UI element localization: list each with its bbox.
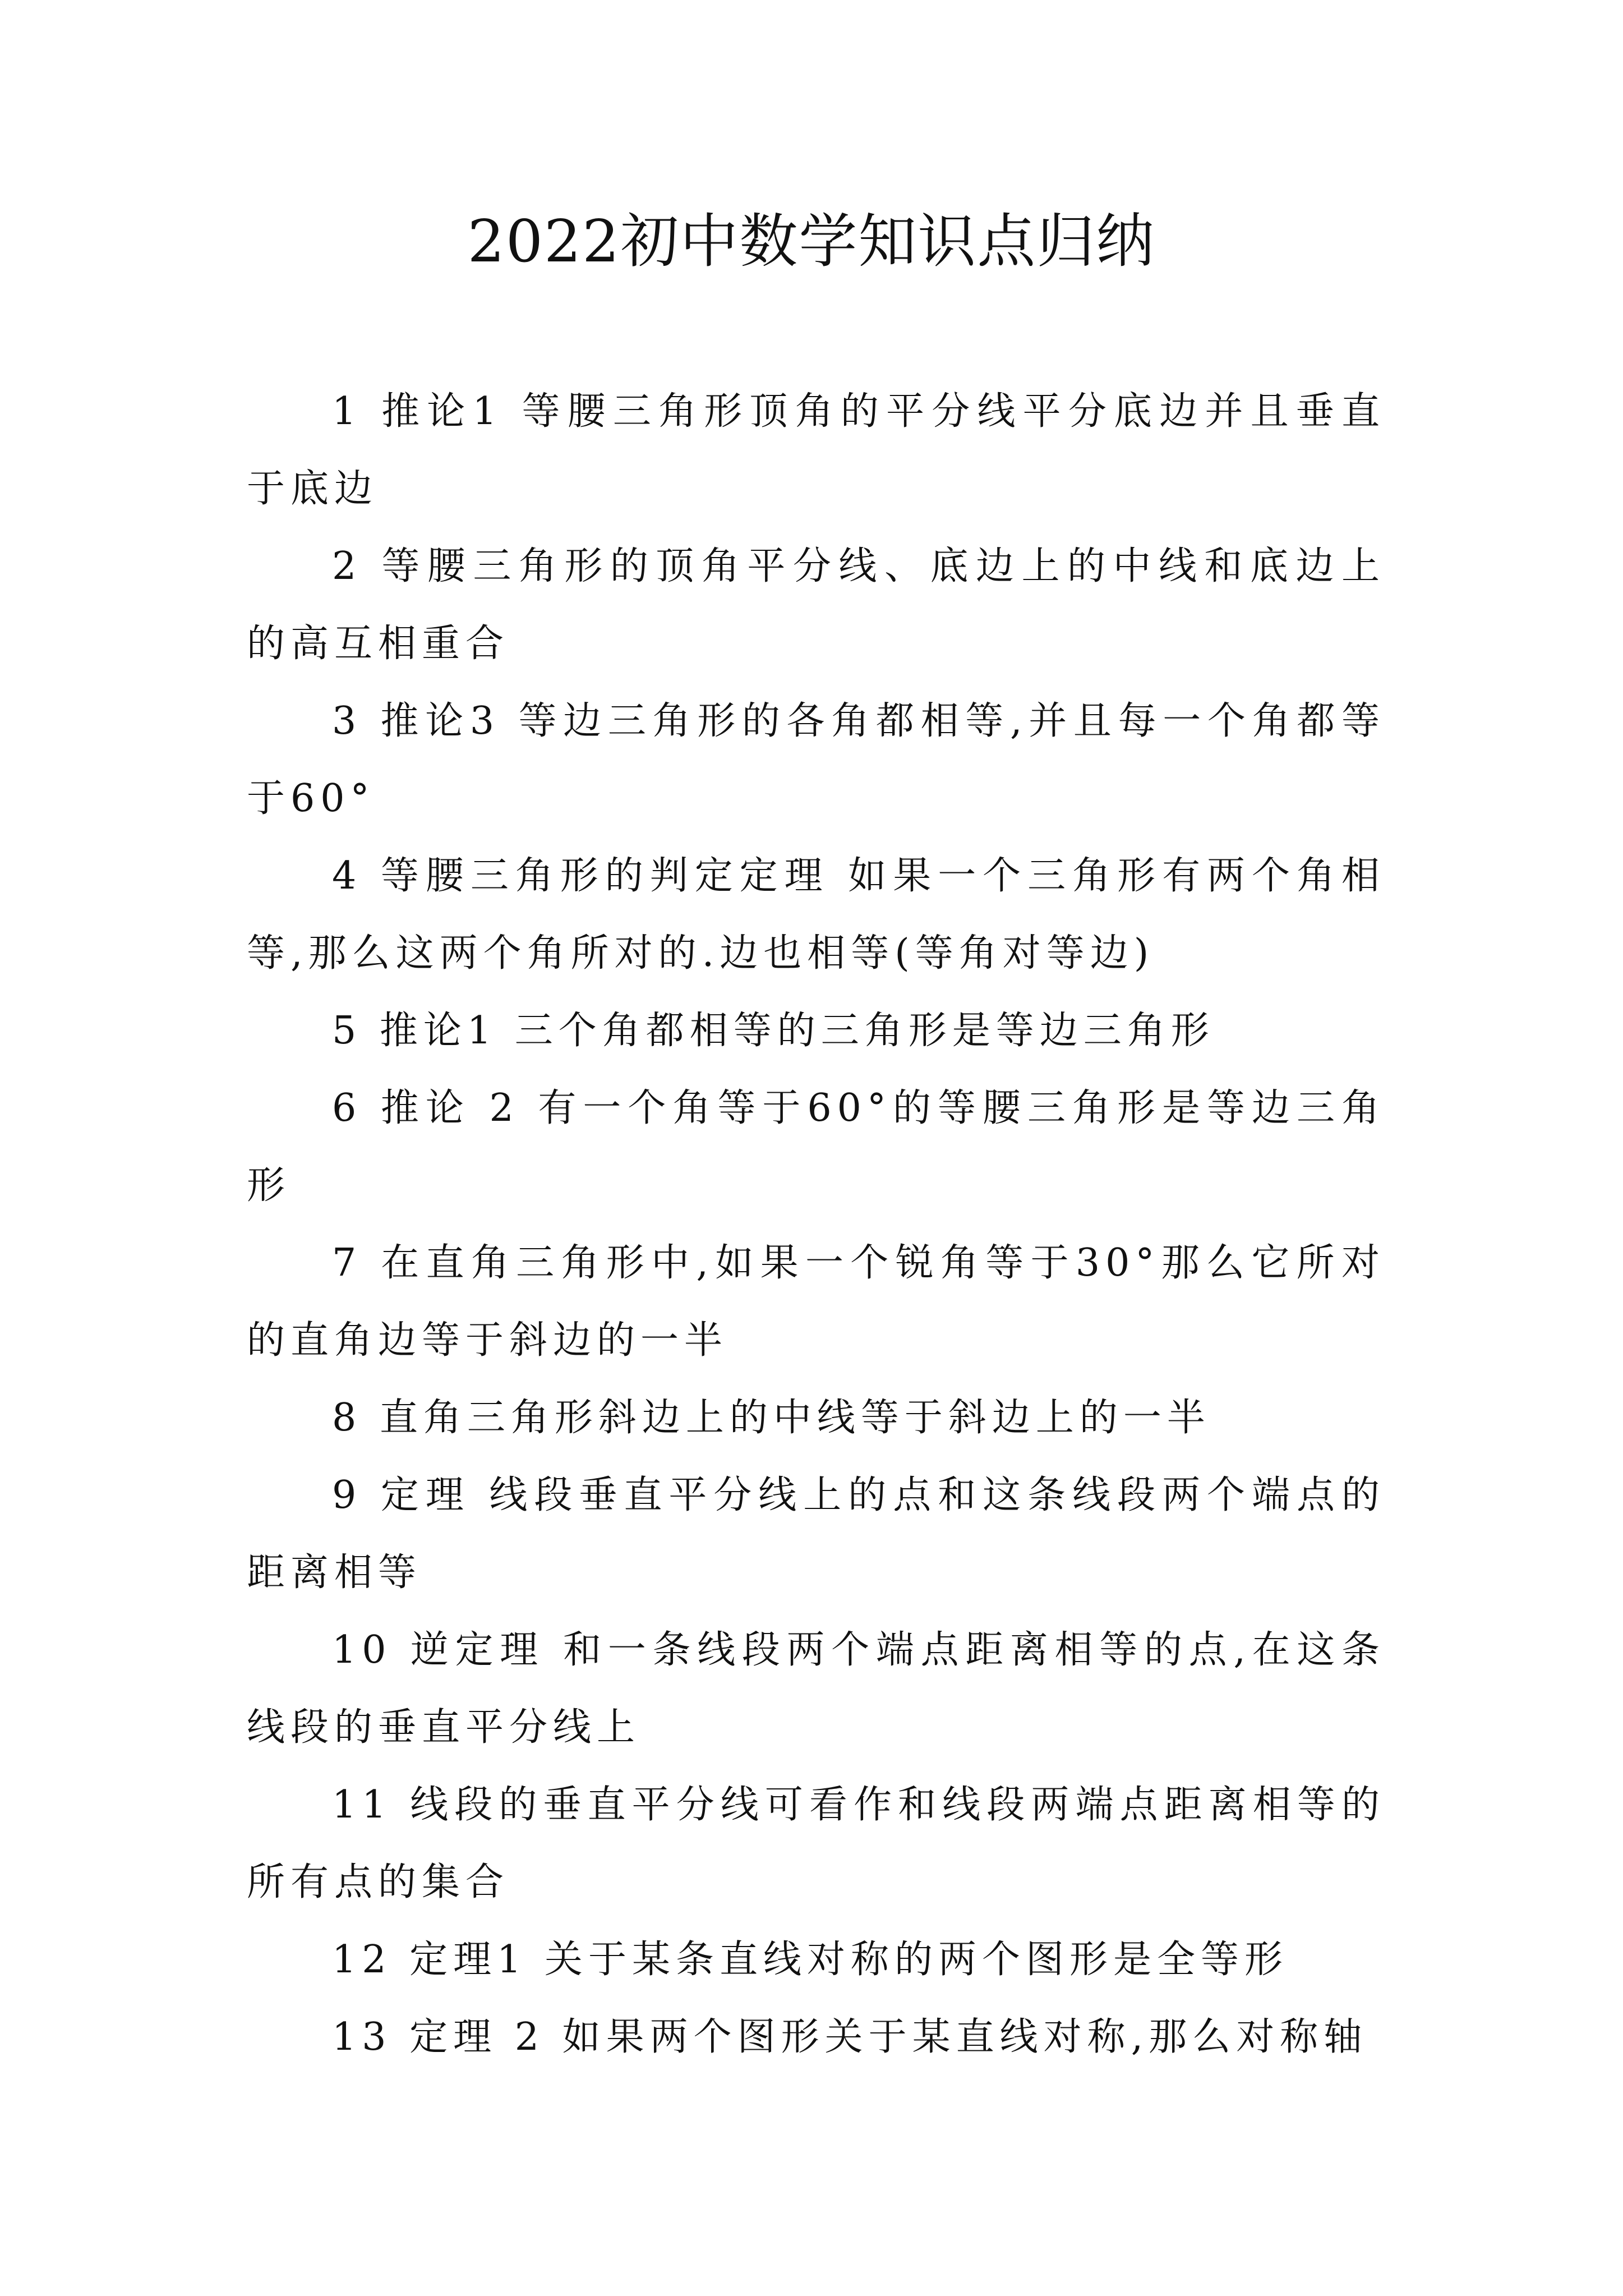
knowledge-point-item: 6 推论 2 有一个角等于60°的等腰三角形是等边三角形 — [247, 1086, 1385, 1208]
document-title: 2022初中数学知识点归纳 — [467, 207, 1156, 275]
knowledge-point-list — [247, 373, 1385, 2076]
knowledge-point-item: 10 逆定理 和一条线段两个端点距离相等的点,在这条线段的垂直平分线上 — [247, 1628, 1385, 1750]
knowledge-point-item: 4 等腰三角形的判定定理 如果一个三角形有两个角相等,那么这两个角所对的.边也相等(等角对等边) — [247, 854, 1385, 976]
knowledge-point-item: 7 在直角三角形中,如果一个锐角等于30°那么它所对的直角边等于斜边的一半 — [247, 1241, 1385, 1363]
knowledge-point-item: 9 定理 线段垂直平分线上的点和这条线段两个端点的距离相等 — [247, 1473, 1385, 1595]
knowledge-point-item: 1 推论1 等腰三角形顶角的平分线平分底边并且垂直于底边 — [247, 389, 1385, 511]
knowledge-point-item: 11 线段的垂直平分线可看作和线段两端点距离相等的所有点的集合 — [247, 1783, 1385, 1904]
knowledge-point-item: 13 定理 2 如果两个图形关于某直线对称,那么对称轴 — [332, 2015, 1368, 2059]
knowledge-point-item: 8 直角三角形斜边上的中线等于斜边上的一半 — [332, 1396, 1211, 1440]
knowledge-point-item: 5 推论1 三个角都相等的三角形是等边三角形 — [332, 1009, 1215, 1053]
knowledge-point-item: 3 推论3 等边三角形的各角都相等,并且每一个角都等于60° — [247, 699, 1385, 821]
knowledge-point-item: 12 定理1 关于某条直线对称的两个图形是全等形 — [332, 1938, 1289, 1982]
knowledge-point-item: 2 等腰三角形的顶角平分线、底边上的中线和底边上的高互相重合 — [247, 544, 1385, 666]
